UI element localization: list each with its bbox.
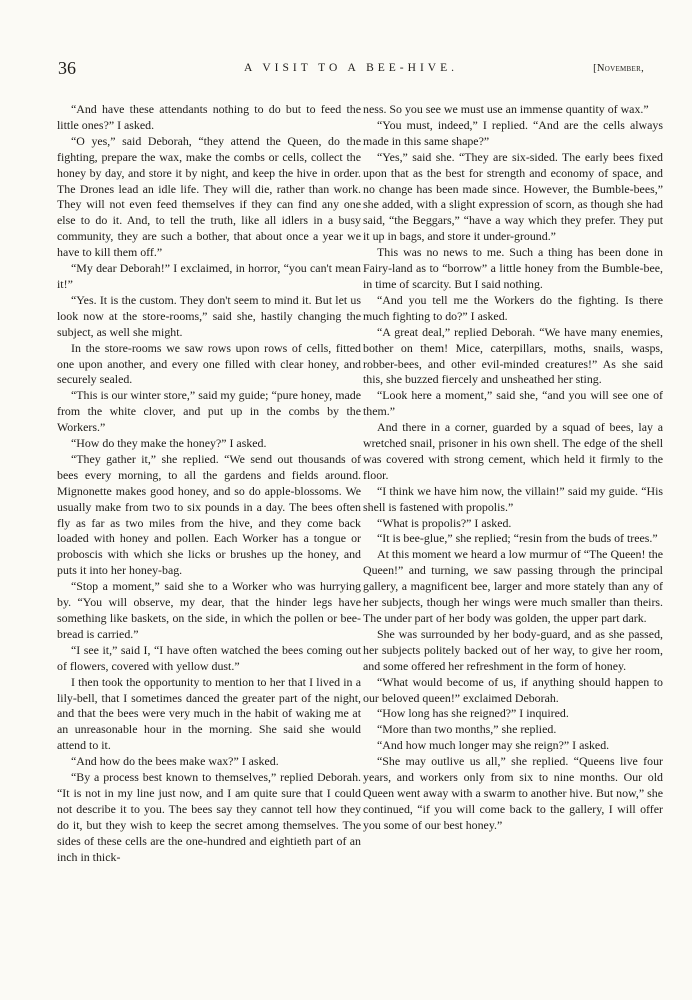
paragraph: “Look here a moment,” said she, “and you will see one of them.”	[363, 388, 663, 419]
paragraph: “Yes. It is the custom. They don't seem to mind it. But let us look now at the store-rooms,” said she, hastily changing the subject, as well she might.	[57, 292, 361, 339]
paragraph: “It is bee-glue,” she replied; “resin from the buds of trees.”	[377, 531, 658, 546]
paragraph: She was surrounded by her body-guard, and as she passed, her subjects politely backed out of her way, to give her room, and some offered her refreshment in the form of honey.	[363, 626, 663, 673]
paragraph: “Stop a moment,” said she to a Worker who was hurrying by. “You will observe, my dear, that the hinder legs have something like baskets, on the side, in which the pollen or bee-bread is carried.”	[57, 579, 361, 641]
month-label: [November,	[593, 63, 644, 74]
paragraph: I then took the opportunity to mention to her that I lived in a lily-bell, that I sometimes danced the greater part of the night, and that the bees were very much in the habit of waking me at an unreasonable hour in the morning. She said she would attend to it.	[57, 674, 361, 753]
paragraph: “She may outlive us all,” she replied. “Queens live four years, and workers only from six to nine months. Our old Queen went away with a swarm to another hive. But now,” she continued, “if you will come back to the gallery, I will offer you some of our best honey.”	[363, 754, 663, 832]
paragraph: “You must, indeed,” I replied. “And are the cells always made in this same shape?”	[363, 117, 663, 148]
paragraph: “I think we have him now, the villain!” said my guide. “His shell is fastened with propolis.”	[363, 483, 663, 514]
paragraph: “And you tell me the Workers do the fighting. Is there much fighting to do?” I asked.	[363, 292, 663, 323]
paragraph: “A great deal,” replied Deborah. “We have many enemies, bother on them! Mice, caterpillars, moths, snails, wasps, robber-bees, and other evil-minded creatures!” As she said this, she buzzed fiercely and unsheathed her sting.	[363, 324, 663, 387]
page-header	[58, 58, 644, 84]
paragraph: At this moment we heard a low murmur of “The Queen! the Queen!” and turning, we saw passing through the principal gallery, a magnificent bee, larger and more stately than any of her subjects, though her wings were much smaller than theirs. The under part of her body was golden, the upper part dark.	[363, 547, 663, 625]
paragraph: “My dear Deborah!” I exclaimed, in horror, “you can't mean it!”	[57, 261, 361, 291]
paragraph: This was no news to me. Such a thing has been done in Fairy-land as to “borrow” a little honey from the Bumble-bee, in time of scarcity. But I said nothing.	[363, 245, 663, 291]
page-number: 36	[58, 58, 76, 78]
paragraph: “O yes,” said Deborah, “they attend the Queen, do the fighting, prepare the wax, make the combs or cells, collect the honey by day, and store it by night, and keep the hive in order. The Drones lead an idle life. They will die, rather than work. They will not even feed themselves if they can find any one else to do it. And, to tell the truth, like all idlers in a busy community, they are such a bother, that about once a year we have to kill them off.”	[57, 133, 361, 260]
paragraph: “What is propolis?” I asked.	[377, 515, 512, 530]
paragraph: “How do they make the honey?” I asked.	[71, 436, 267, 451]
paragraph: “And how do the bees make wax?” I asked.	[71, 754, 279, 769]
paragraph: In the store-rooms we saw rows upon rows of cells, fitted one upon another, and every one filled with clear honey, and securely sealed.	[57, 340, 361, 387]
paragraph: “More than two months,” she replied.	[377, 722, 557, 737]
paragraph: “By a process best known to themselves,” replied Deborah. “It is not in my line just now, and I am quite sure that I could not describe it to you. The bees say they cannot tell how they do it, but they wish to keep the secret among themselves. The sides of these cells are the one-hundred and eightieth part of an inch in thick-	[57, 770, 361, 864]
paragraph: “What would become of us, if anything should happen to our beloved queen!” exclaimed Deborah.	[363, 674, 663, 705]
paragraph: And there in a corner, guarded by a squad of bees, lay a wretched snail, prisoner in his own shell. The edge of the shell was covered with strong cement, which held it firmly to the floor.	[363, 420, 663, 482]
paragraph: “Yes,” said she. “They are six-sided. The early bees fixed upon that as the best for strength and economy of space, and no change has been made since. However, the Bumble-bees,” she added, with a slight expression of scorn, as though she had said, “the Beggars,” “have a way which they prefer. They put it up in bags, and store it under-ground.”	[363, 149, 663, 244]
paragraph: “How long has she reigned?” I inquired.	[377, 706, 569, 721]
running-title: A VISIT TO A BEE-HIVE.	[244, 62, 458, 74]
paragraph: “They gather it,” she replied. “We send out thousands of bees every morning, to all the gardens and fields around. Mignonette makes good honey, and so do apple-blossoms. We usually make from two to six pounds in a day. The bees often fly as far as two miles from the hive, and they come back loaded with honey and pollen. Each Worker has a tongue or proboscis with which she licks or brushes up the honey, and puts it into her honey-bag.	[57, 451, 361, 578]
paragraph-continued: ness. So you see we must use an immense quantity of wax.”	[363, 102, 649, 116]
left-column	[57, 102, 361, 972]
right-column	[363, 102, 663, 972]
paragraph: “And how much longer may she reign?” I asked.	[377, 738, 610, 753]
paragraph: “I see it,” said I, “I have often watched the bees coming out of flowers, covered with yellow dust.”	[57, 642, 361, 673]
paragraph: “This is our winter store,” said my guide; “pure honey, made from the white clover, and put up in the combs by the Workers.”	[57, 388, 361, 435]
paragraph: “And have these attendants nothing to do but to feed the little ones?” I asked.	[57, 102, 361, 132]
